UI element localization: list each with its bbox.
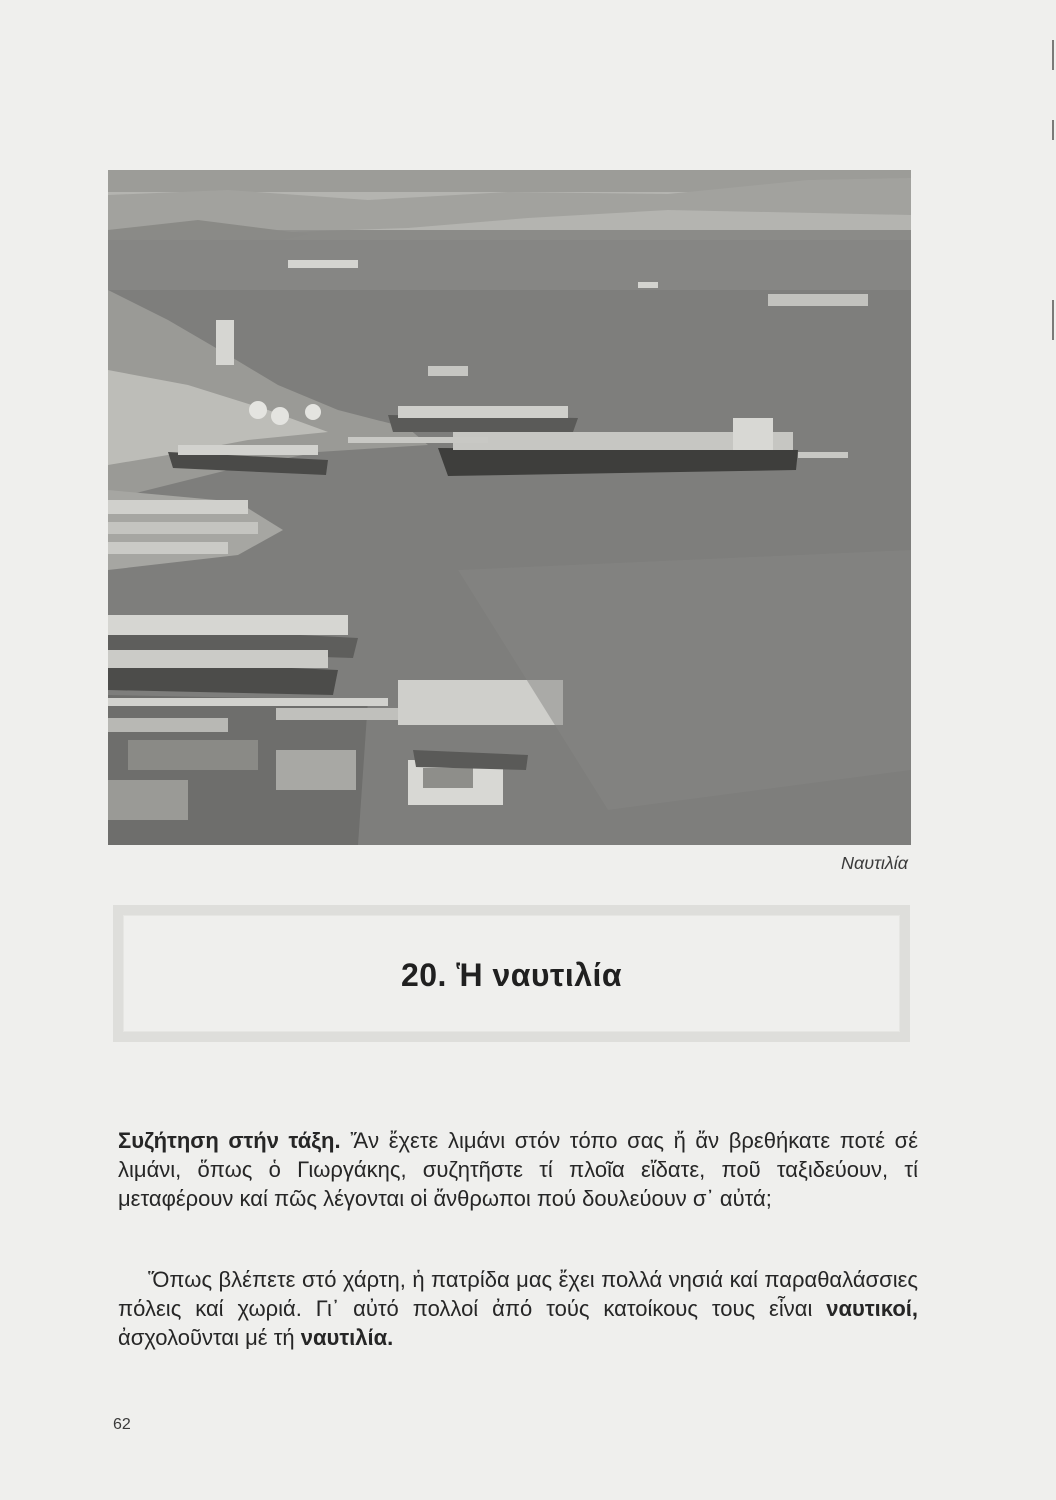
figure-caption: Ναυτιλία	[840, 853, 908, 873]
scan-edge-mark	[1052, 300, 1054, 340]
paragraph-map	[118, 1265, 918, 1352]
paragraph-lead: Συζήτηση στήν τάξη.	[118, 1128, 341, 1153]
paragraph-text: Ὅπως βλέπετε στό χάρτη, ἡ πατρίδα μας ἔχει πολλά νησιά καί παραθαλάσσιες πόλεις καί χωριά. Γι᾽ αὐτό πολλοί ἀπό τούς κατοίκους τους εἶναι	[118, 1267, 918, 1321]
keyword-shipping: ναυτιλία.	[300, 1325, 394, 1350]
scan-edge-mark	[1052, 40, 1054, 70]
page-number: 62	[113, 1416, 131, 1433]
harbor-photo	[108, 170, 911, 845]
paragraph-text: ἀσχολοῦνται μέ τή	[118, 1325, 301, 1350]
chapter-title: 20. Ἡ ναυτιλία	[400, 957, 623, 993]
harbor-photo-illustration	[108, 170, 911, 845]
scan-edge-mark	[1052, 120, 1054, 140]
keyword-sailors: ναυτικοί,	[826, 1296, 918, 1321]
paragraph-discussion	[118, 1126, 918, 1213]
chapter-title-frame	[113, 905, 910, 1042]
paragraph-text: Ἄν ἔχετε λιμάνι στόν τόπο σας ἤ ἄν βρεθήκατε ποτέ σέ λιμάνι, ὅπως ὁ Γιωργάκης, συζητῆστε τί πλοῖα εἴδατε, ποῦ ταξιδεύουν, τί μεταφέρουν καί πῶς λέγονται οἱ ἄνθρωποι πού δουλεύουν σ᾽ αὐτά;	[118, 1128, 919, 1211]
